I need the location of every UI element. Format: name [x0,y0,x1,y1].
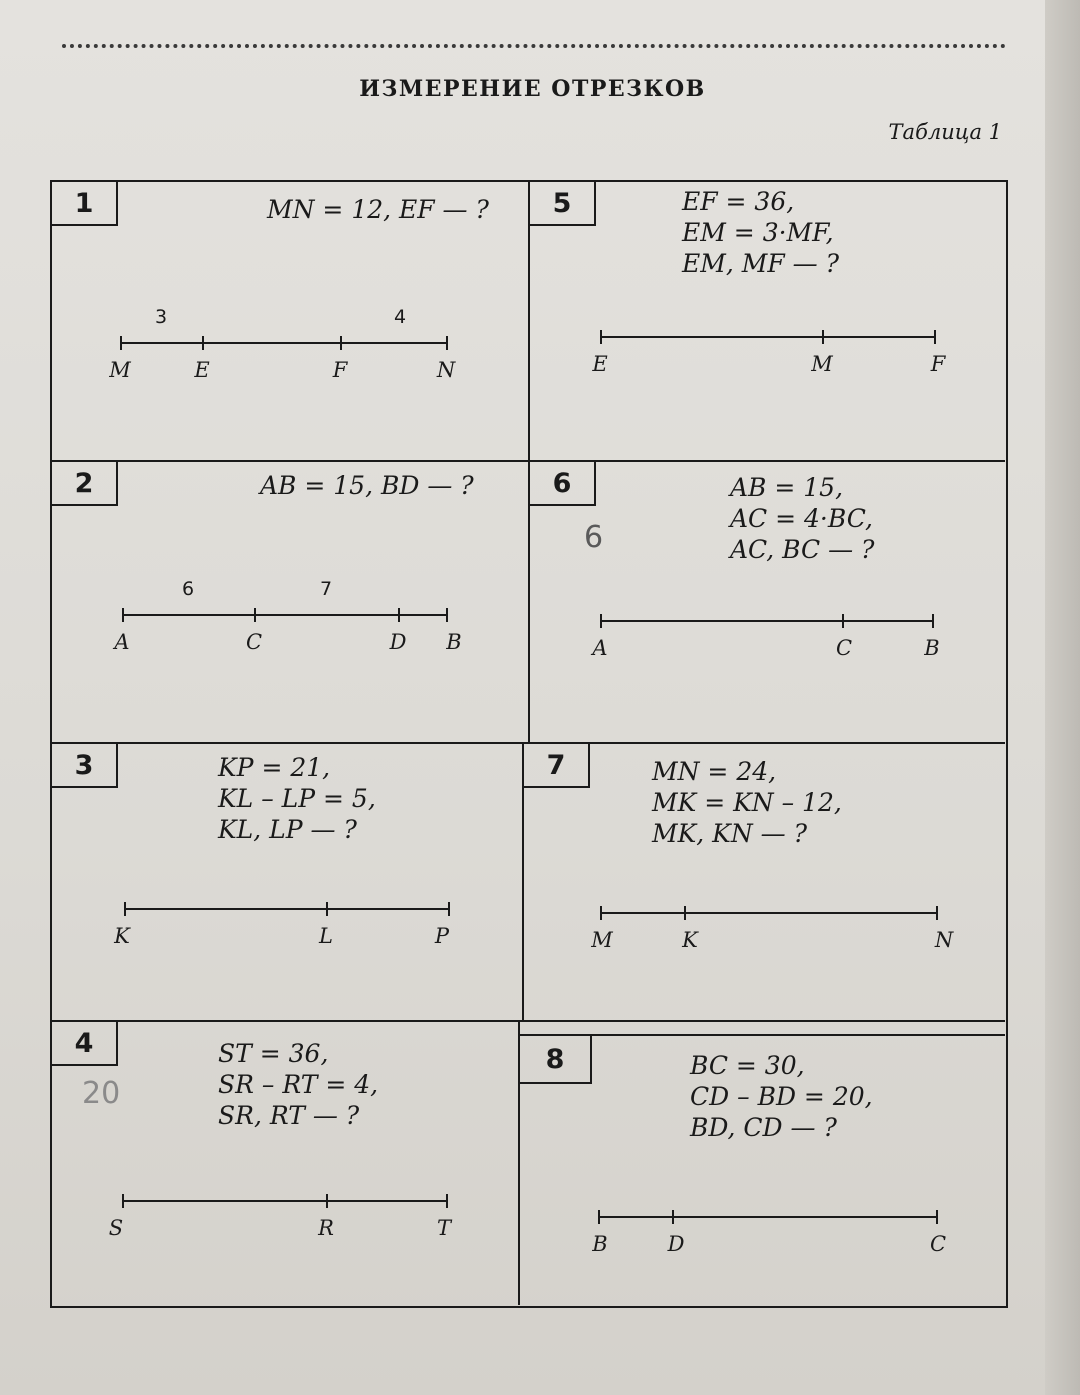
condition-line: BD, CD — ? [690,1113,837,1142]
dotted-separator [62,44,1006,48]
cell-number: 5 [530,182,596,226]
tick [598,1210,600,1224]
tick [822,330,824,344]
cell-4 [52,1022,520,1305]
point-label: E [592,352,608,376]
condition [267,194,489,225]
condition-line: AC, BC — ? [730,535,875,564]
point-label: B [446,630,462,654]
cell-number: 6 [530,462,596,506]
cell-2 [52,462,530,744]
segment-line [591,912,954,952]
tick [936,906,938,920]
segment-line [108,1200,452,1240]
tick [124,902,126,916]
tick [340,336,342,350]
condition-line: EM = 3·MF, [682,218,834,247]
point-label: L [319,924,333,948]
cell-3 [52,744,524,1022]
page-title: ИЗМЕРЕНИЕ ОТРЕЗКОВ [359,76,706,102]
condition-line: KP = 21, [218,753,331,782]
tick [672,1210,674,1224]
tick [446,336,448,350]
point-label: M [811,352,833,376]
point-label: F [332,358,348,382]
tick [202,336,204,350]
condition [690,1050,873,1143]
tick [448,902,450,916]
point-label: B [924,636,940,660]
point-label: M [109,358,131,382]
point-label: E [194,358,210,382]
condition-line: MN = 12, EF — ? [267,195,489,224]
condition-line: EM, MF — ? [682,249,839,278]
page-edge [1045,0,1080,1395]
condition-line: CD – BD = 20, [690,1082,873,1111]
segment-line [114,908,450,948]
tick [254,608,256,622]
condition [260,470,474,501]
tick [932,614,934,628]
cell-6 [530,462,1005,744]
condition [218,1038,378,1131]
length-label: 3 [154,306,168,328]
point-label: A [592,636,608,660]
tick [122,1194,124,1208]
condition-line: MK = KN – 12, [652,788,842,817]
condition-line: AB = 15, [730,473,844,502]
condition [218,752,376,845]
cell-number: 2 [52,462,118,506]
point-label: T [436,1216,452,1240]
condition [682,186,839,279]
condition-line: MK, KN — ? [652,819,808,848]
segment-line [592,620,940,660]
condition-line: KL – LP = 5, [218,784,376,813]
cell-5 [530,182,1005,462]
segment-line [592,336,946,376]
condition-line: KL, LP — ? [218,815,357,844]
handwritten-note: 6 [584,520,604,555]
tick [684,906,686,920]
table-label: Таблица 1 [888,120,1002,144]
condition-line: MN = 24, [652,757,777,786]
tick [122,608,124,622]
cell-8 [520,1034,1005,1305]
condition-line: AC = 4·BC, [730,504,873,533]
condition [652,756,842,849]
point-label: N [934,928,954,952]
length-label: 4 [393,306,407,328]
point-label: N [436,358,456,382]
point-label: C [835,636,853,660]
cell-number: 8 [520,1036,592,1084]
point-label: M [591,928,613,952]
cell-number: 1 [52,182,118,226]
exercise-table [50,180,1008,1308]
cell-number: 3 [52,744,118,788]
segment-line [109,306,456,382]
point-label: F [930,352,946,376]
point-label: A [114,630,130,654]
segment-line [114,578,462,654]
cell-number: 4 [52,1022,118,1066]
tick [120,336,122,350]
segment-line [592,1216,947,1256]
cell-7 [524,744,1005,1022]
tick [446,608,448,622]
point-label: D [667,1232,685,1256]
handwritten-note: 20 [82,1076,121,1111]
condition-line: ST = 36, [218,1039,329,1068]
cell-1 [52,182,530,462]
point-label: K [114,924,130,948]
point-label: K [682,928,698,952]
tick [326,902,328,916]
point-label: B [592,1232,608,1256]
condition-line: SR – RT = 4, [218,1070,379,1099]
tick [326,1194,328,1208]
point-label: S [108,1216,124,1240]
length-label: 7 [319,578,333,600]
tick [936,1210,938,1224]
tick [600,330,602,344]
point-label: C [929,1232,947,1256]
tick [398,608,400,622]
condition-line: SR, RT — ? [218,1101,360,1130]
point-label: C [245,630,263,654]
length-label: 6 [181,578,195,600]
tick [446,1194,448,1208]
tick [934,330,936,344]
point-label: P [434,924,450,948]
condition [730,472,874,565]
condition-line: AB = 15, BD — ? [260,471,474,500]
point-label: D [389,630,407,654]
tick [600,614,602,628]
condition-line: EF = 36, [682,187,795,216]
point-label: R [318,1216,334,1240]
condition-line: BC = 30, [690,1051,805,1080]
cell-number: 7 [524,744,590,788]
tick [600,906,602,920]
tick [842,614,844,628]
